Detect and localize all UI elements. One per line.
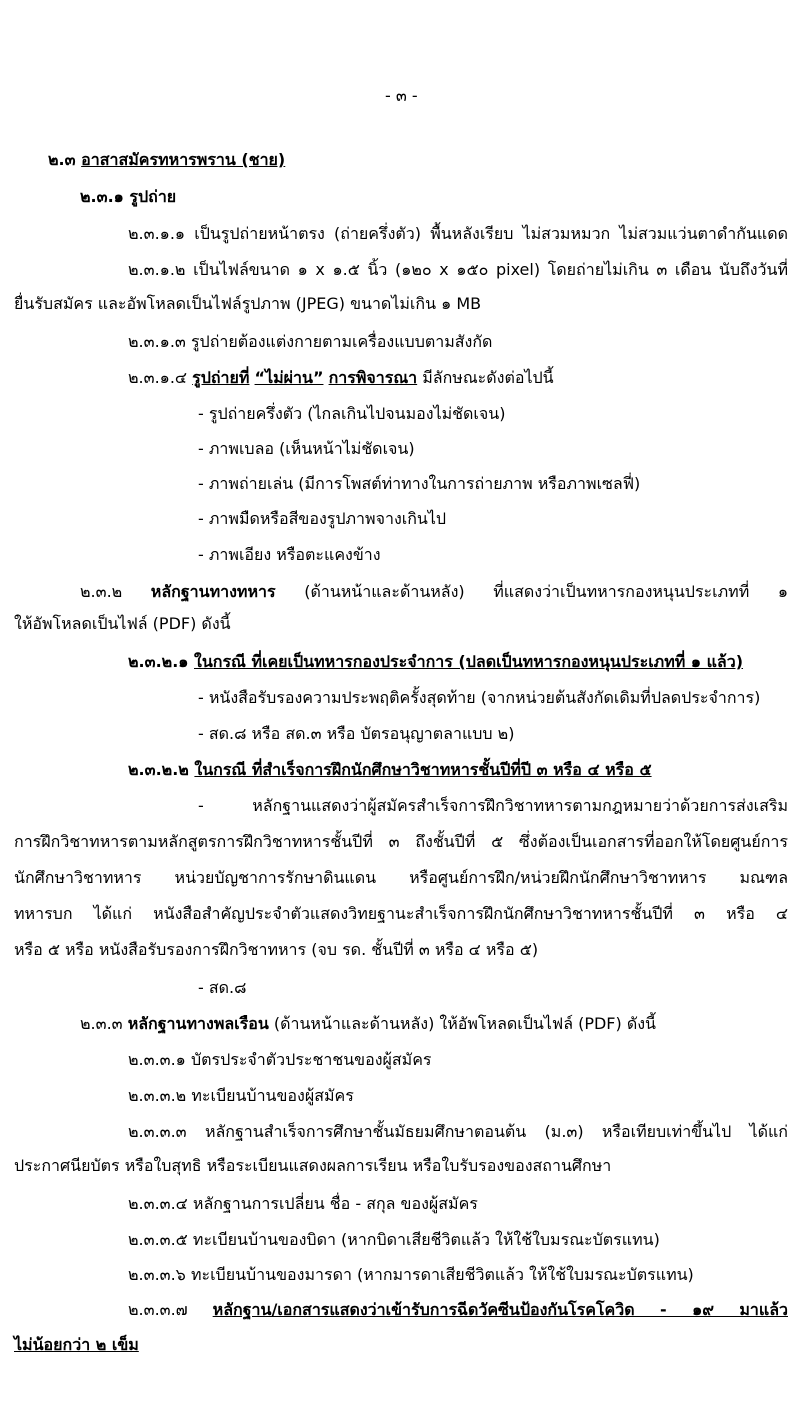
civil-item-7-cont: ไม่น้อยกว่า ๒ เข็ม (14, 1335, 139, 1354)
civil-item-3-cont: ประกาศนียบัตร หรือใบสุทธิ หรือระเบียนแสดงผลการเรียน หรือใบรับรองของสถานศึกษา (14, 1156, 612, 1175)
civil-item-5: ๒.๓.๓.๕ ทะเบียนบ้านของบิดา (หากบิดาเสียชีวิตแล้ว ให้ใช้ใบมรณะบัตรแทน) (128, 1230, 660, 1249)
photo-title: รูปถ่าย (129, 187, 177, 206)
page-number: - ๓ - (385, 86, 418, 105)
photo-fail-heading: ๒.๓.๑.๔ รูปถ่ายที่ “ไม่ผ่าน” การพิจารณา มีลักษณะดังต่อไปนี้ (128, 368, 554, 387)
case-1-bullet: - สด.๘ หรือ สด.๓ หรือ บัตรอนุญาตลาแบบ ๒) (198, 724, 515, 743)
photo-item-1: ๒.๓.๑.๑ เป็นรูปถ่ายหน้าตรง (ถ่ายครึ่งตัว) พื้นหลังเรียบ ไม่สวมหมวก ไม่สวมแว่นตาดำกันแดด (128, 224, 788, 243)
fail-bullet: - ภาพเบลอ (เห็นหน้าไม่ชัดเจน) (198, 439, 415, 458)
fail-bullet: - ภาพมืดหรือสีของรูปภาพจางเกินไป (198, 509, 447, 528)
civil-item-2: ๒.๓.๓.๒ ทะเบียนบ้านของผู้สมัคร (128, 1086, 354, 1105)
civil-item-7: ๒.๓.๓.๗ หลักฐาน/เอกสารแสดงว่าเข้ารับการฉีดวัคซีนป้องกันโรคโควิด - ๑๙ มาแล้ว (128, 1300, 788, 1319)
section-heading (48, 148, 285, 172)
civil-item-1: ๒.๓.๓.๑ บัตรประจำตัวประชาชนของผู้สมัคร (128, 1050, 432, 1069)
case-2-para-line: การฝึกวิชาทหารตามหลักสูตรการฝึกวิชาทหารชั้นปีที่ ๓ ถึงชั้นปีที่ ๕ ซึ่งต้องเป็นเอกสารที่ออกให้โดยศูนย์การ (14, 832, 788, 851)
military-heading-cont: ให้อัพโหลดเป็นไฟล์ (PDF) ดังนี้ (14, 614, 231, 633)
section-title: อาสาสมัครทหารพราน (ชาย) (81, 150, 286, 169)
case-2-para-line: หรือ ๕ หรือ หนังสือรับรองการฝึกวิชาทหาร (จบ รด. ชั้นปีที่ ๓ หรือ ๔ หรือ ๕) (14, 940, 539, 959)
civil-item-3: ๒.๓.๓.๓ หลักฐานสำเร็จการศึกษาชั้นมัธยมศึกษาตอนต้น (ม.๓) หรือเทียบเท่าขึ้นไป ได้แก่ (128, 1122, 788, 1141)
civil-item-6: ๒.๓.๓.๖ ทะเบียนบ้านของมารดา (หากมารดาเสียชีวิตแล้ว ให้ใช้ใบมรณะบัตรแทน) (128, 1265, 694, 1284)
case-2-para-line: ทหารบก ได้แก่ หนังสือสำคัญประจำตัวแสดงวิทยฐานะสำเร็จการฝึกนักศึกษาวิชาทหารชั้นปีที่ ๓ หรือ ๔ (14, 904, 788, 923)
photo-item-3: ๒.๓.๑.๓ รูปถ่ายต้องแต่งกายตามเครื่องแบบตามสังกัด (128, 332, 493, 351)
photo-item-2: ๒.๓.๑.๒ เป็นไฟล์ขนาด ๑ x ๑.๕ นิ้ว (๑๒๐ x ๑๕๐ pixel) โดยถ่ายไม่เกิน ๓ เดือน นับถึงวันที่ (128, 260, 788, 279)
photo-heading (80, 185, 176, 209)
case-2-para-line: - หลักฐานแสดงว่าผู้สมัครสำเร็จการฝึกวิชาทหารตามกฎหมายว่าด้วยการส่งเสริม (198, 796, 788, 815)
fail-bullet: - ภาพถ่ายเล่น (มีการโพสต์ท่าทางในการถ่ายภาพ หรือภาพเซลฟี่) (198, 474, 641, 493)
civil-item-4: ๒.๓.๓.๔ หลักฐานการเปลี่ยน ชื่อ - สกุล ของผู้สมัคร (128, 1194, 478, 1213)
photo-number: ๒.๓.๑ (80, 187, 124, 206)
military-case-2: ๒.๓.๒.๒ ในกรณี ที่สำเร็จการฝึกนักศึกษาวิชาทหารชั้นปีที่ปี ๓ หรือ ๔ หรือ ๕ (128, 760, 652, 779)
photo-item-2-cont: ยื่นรับสมัคร และอัพโหลดเป็นไฟล์รูปภาพ (JPEG) ขนาดไม่เกิน ๑ MB (14, 294, 482, 313)
fail-bullet: - รูปถ่ายครึ่งตัว (ไกลเกินไปจนมองไม่ชัดเจน) (198, 404, 506, 423)
case-1-bullet: - หนังสือรับรองความประพฤติครั้งสุดท้าย (จากหน่วยต้นสังกัดเดิมที่ปลดประจำการ) (198, 688, 761, 707)
section-number: ๒.๓ (48, 150, 76, 169)
military-heading: ๒.๓.๒ หลักฐานทางทหาร (ด้านหน้าและด้านหลัง) ที่แสดงว่าเป็นทหารกองหนุนประเภทที่ ๑ (80, 582, 788, 601)
case-2-para-line: นักศึกษาวิชาทหาร หน่วยบัญชาการรักษาดินแดน หรือศูนย์การฝึก/หน่วยฝึกนักศึกษาวิชาทหาร มณฑล (14, 868, 788, 887)
case-2-extra: - สด.๘ (198, 978, 247, 997)
civil-heading: ๒.๓.๓ หลักฐานทางพลเรือน (ด้านหน้าและด้านหลัง) ให้อัพโหลดเป็นไฟล์ (PDF) ดังนี้ (80, 1014, 656, 1033)
military-case-1: ๒.๓.๒.๑ ในกรณี ที่เคยเป็นทหารกองประจำการ (ปลดเป็นทหารกองหนุนประเภทที่ ๑ แล้ว) (128, 652, 744, 671)
fail-bullet: - ภาพเอียง หรือตะแคงข้าง (198, 545, 381, 564)
